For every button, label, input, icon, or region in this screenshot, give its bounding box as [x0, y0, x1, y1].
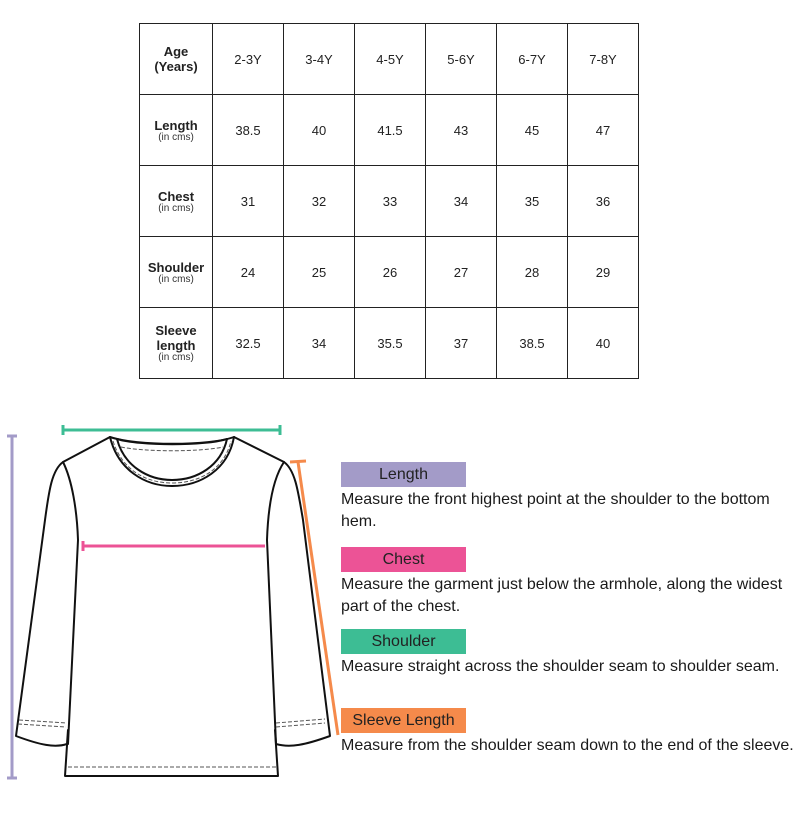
shoulder-swatch: Shoulder: [341, 629, 466, 654]
row-unit: (in cms): [158, 352, 194, 363]
chest-swatch: Chest: [341, 547, 466, 572]
length-swatch: Length: [341, 462, 466, 487]
value-cell: 32.5: [213, 308, 284, 379]
shoulder-description: Measure straight across the shoulder seam to shoulder seam.: [341, 658, 780, 675]
age-cell: 5-6Y: [426, 24, 497, 95]
value-cell: 37: [426, 308, 497, 379]
age-cell: 3-4Y: [284, 24, 355, 95]
value-cell: 40: [284, 95, 355, 166]
row-header-chest: [140, 166, 213, 237]
value-cell: 35.5: [355, 308, 426, 379]
value-cell: 38.5: [213, 95, 284, 166]
legend-item-shoulder: [341, 629, 779, 678]
row-label: length: [156, 338, 196, 353]
tshirt-outline-icon: [16, 437, 330, 776]
value-cell: 45: [497, 95, 568, 166]
value-cell: 34: [284, 308, 355, 379]
row-header-age: [140, 24, 213, 95]
value-cell: 38.5: [497, 308, 568, 379]
value-cell: 47: [568, 95, 639, 166]
value-cell: 31: [213, 166, 284, 237]
sleeve-length-description: Measure from the shoulder seam down to the end of the sleeve.: [341, 737, 794, 754]
legend-item-chest: [341, 547, 796, 618]
table-row-age: [140, 24, 639, 95]
shoulder-measure-line: [63, 425, 280, 435]
age-cell: 7-8Y: [568, 24, 639, 95]
size-chart-table: [139, 23, 639, 379]
value-cell: 35: [497, 166, 568, 237]
value-cell: 29: [568, 237, 639, 308]
row-label: Chest: [157, 188, 195, 204]
row-label: Length: [154, 117, 198, 133]
row-label: Sleeve: [155, 323, 197, 338]
length-description: Measure the front highest point at the shoulder to the bottom hem.: [341, 491, 770, 530]
value-cell: 36: [568, 166, 639, 237]
value-cell: 24: [213, 237, 284, 308]
age-cell: 6-7Y: [497, 24, 568, 95]
row-header-sleeve-length: [140, 308, 213, 379]
sleeve-length-swatch: Sleeve Length: [341, 708, 466, 733]
table-row-sleeve-length: [140, 308, 639, 379]
age-sublabel: (Years): [154, 59, 198, 74]
age-label: Age: [163, 44, 189, 59]
age-cell: 4-5Y: [355, 24, 426, 95]
value-cell: 28: [497, 237, 568, 308]
legend-item-sleeve-length: [341, 708, 794, 757]
legend-item-length: [341, 462, 796, 533]
row-unit: (in cms): [158, 202, 194, 214]
value-cell: 33: [355, 166, 426, 237]
row-header-shoulder: [140, 237, 213, 308]
value-cell: 27: [426, 237, 497, 308]
value-cell: 26: [355, 237, 426, 308]
value-cell: 43: [426, 95, 497, 166]
row-label: Shoulder: [147, 259, 205, 275]
chest-description: Measure the garment just below the armhole, along the widest part of the chest.: [341, 576, 783, 615]
tshirt-measurement-diagram: [0, 415, 340, 795]
value-cell: 25: [284, 237, 355, 308]
row-unit: (in cms): [158, 273, 194, 285]
value-cell: 34: [426, 166, 497, 237]
row-header-length: [140, 95, 213, 166]
value-cell: 40: [568, 308, 639, 379]
table-row-shoulder: [140, 237, 639, 308]
row-unit: (in cms): [158, 131, 194, 143]
value-cell: 32: [284, 166, 355, 237]
value-cell: 41.5: [355, 95, 426, 166]
table-row-chest: [140, 166, 639, 237]
length-measure-line: [7, 436, 17, 778]
age-cell: 2-3Y: [213, 24, 284, 95]
table-row-length: [140, 95, 639, 166]
